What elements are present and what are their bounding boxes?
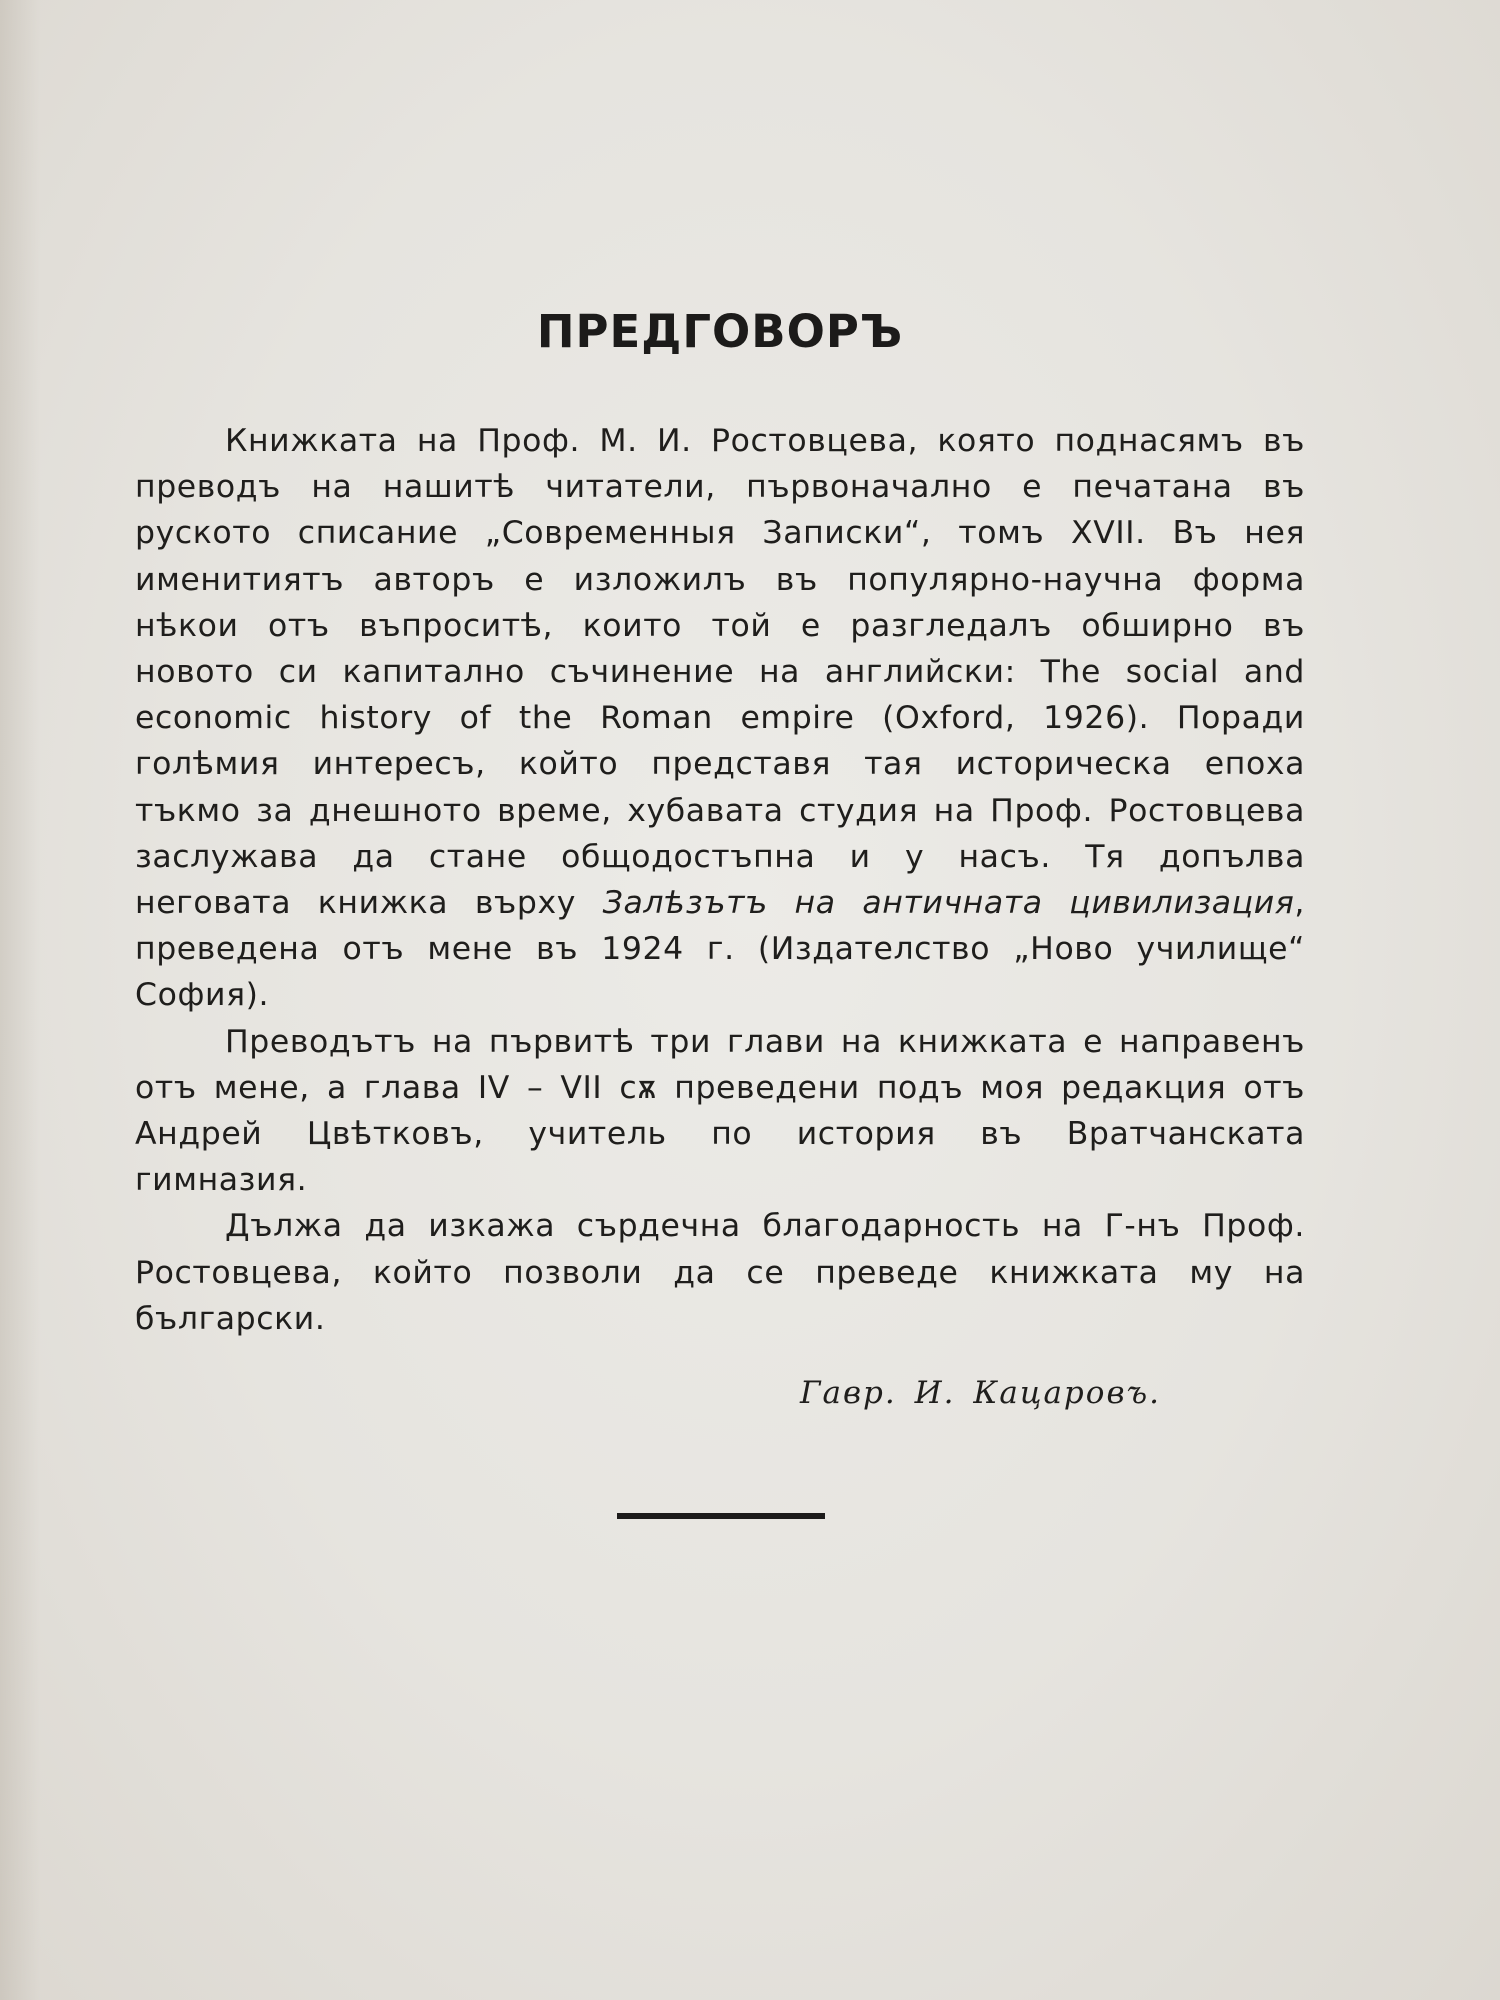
author-signature: Гавр. И. Кацаровъ. [800,1375,1161,1411]
paragraph-1-tail: , преведена отъ мене въ 1924 г. (Издателство „Ново училище“ София). [135,885,1305,1014]
end-rule-divider [617,1513,825,1519]
page-title: ПРЕДГОВОРЪ [536,305,904,358]
paragraph-2: Преводътъ на първитѣ три глави на книжката е направенъ отъ мене, а глава IV – VII сѫ преведени подъ моя редакция отъ Андрей Цвѣтковъ, учитель по история въ Вратчанската гимназия. [135,1023,1305,1199]
book-title-italic: Залѣзътъ на античната цивилизация [602,885,1295,922]
preface-body [135,418,1305,1342]
paragraph-3: Дължа да изкажа сърдечна благодарность на Г-нъ Проф. Ростовцева, който позволи да се преведе книжката му на български. [135,1208,1305,1337]
paragraph-1 [135,418,1305,1019]
paragraph-1-text: Книжката на Проф. М. И. Ростовцева, която поднасямъ въ преводъ на нашитѣ читатели, първоначално е печатана въ руското списание „Современныя Записки“, томъ XVII. Въ нея именитиятъ авторъ е изложилъ въ популярно-научна форма нѣкои отъ въпроситѣ, които той е разгледалъ обширно въ новото си капитално съчинение на английски: The social and economic history of the Roman empire (Oxford, 1926). Поради голѣмия интересъ, който представя тая историческа епоха тъкмо за днешното време, хубавата студия на Проф. Ростовцева заслужава да стане общодостъпна и у насъ. Тя допълва неговата книжка върху [135,423,1305,922]
